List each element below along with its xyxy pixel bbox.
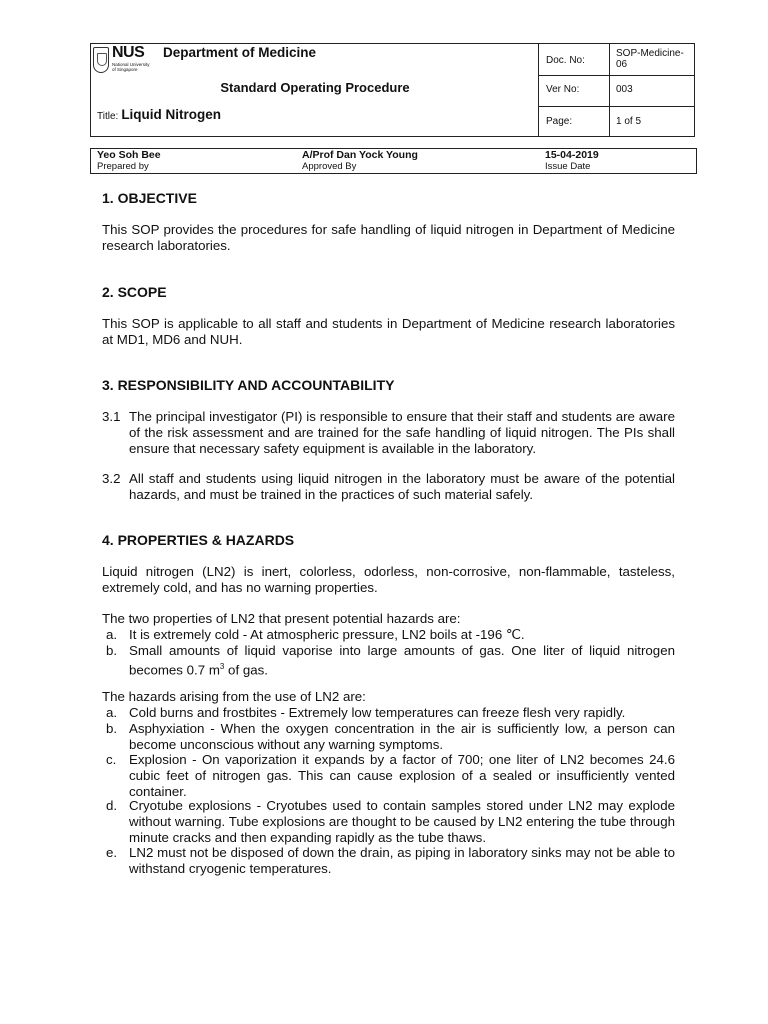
sop-heading: Standard Operating Procedure xyxy=(220,80,410,95)
issue-date: 15-04-2019 xyxy=(545,149,599,161)
list-item: Cryotube explosions - Cryotubes used to contain samples stored under LN2 may explode without warning. Tube explosions are thought to be caused by LN2 entering the tube through minute cracks and then expanding rapidly as the tube thaws. xyxy=(129,798,675,845)
issue-date-label: Issue Date xyxy=(545,161,591,172)
list-item-letter: b. xyxy=(106,721,118,736)
objective-text: This SOP provides the procedures for safe handling of liquid nitrogen in Department of Medicine research laboratories. xyxy=(102,222,675,253)
hazards-list-intro: The hazards arising from the use of LN2 are: xyxy=(102,689,366,704)
prepared-label: Prepared by xyxy=(97,161,149,172)
document-header-table xyxy=(90,43,695,137)
list-item-letter: a. xyxy=(106,705,118,720)
department-name: Department of Medicine xyxy=(163,45,317,60)
list-item: Explosion - On vaporization it expands by a factor of 700; one liter of LN2 becomes 24.6 cubic feet of nitrogen gas. This can cause explosion of a sealed or insufficiently vented container. xyxy=(129,752,675,799)
logo-text: NUS xyxy=(112,44,145,61)
list-item: LN2 must not be disposed of down the drain, as piping in laboratory sinks may not be able to withstand cryogenic temperatures. xyxy=(129,845,675,876)
section-heading-responsibility: 3. RESPONSIBILITY AND ACCOUNTABILITY xyxy=(102,377,395,393)
list-item: Asphyxiation - When the oxygen concentration in the air is sufficiently low, a person can become unconscious without any warning symptoms. xyxy=(129,721,675,752)
scope-text: This SOP is applicable to all staff and students in Department of Medicine research laboratories at MD1, MD6 and NUH. xyxy=(102,316,675,347)
doc-no-label: Doc. No: xyxy=(546,55,585,66)
list-item: Small amounts of liquid vaporise into large amounts of gas. One liter of liquid nitrogen becomes 0.7 $m^3$ of gas. xyxy=(129,643,675,678)
title-label: Title: xyxy=(97,111,119,122)
section-heading-objective: 1. OBJECTIVE xyxy=(102,190,197,206)
section-heading-scope: 2. SCOPE xyxy=(102,284,167,300)
section-heading-hazards: 4. PROPERTIES & HAZARDS xyxy=(102,532,295,548)
approved-name: A/Prof Dan Yock Young xyxy=(302,149,418,161)
list-item: All staff and students using liquid nitrogen in the laboratory must be aware of the potential hazards, and must be trained in the practices of such material safely. xyxy=(129,471,675,502)
list-item: Cold burns and frostbites - Extremely low temperatures can freeze flesh very rapidly. xyxy=(129,705,626,720)
list-item: It is extremely cold - At atmospheric pressure, LN2 boils at -196 ℃. xyxy=(129,627,525,642)
list-item-letter: b. xyxy=(106,643,118,658)
list-item-letter: a. xyxy=(106,627,118,642)
nus-crest-icon xyxy=(93,47,109,73)
list-item-letter: d. xyxy=(106,798,118,813)
properties-intro: The two properties of LN2 that present potential hazards are: xyxy=(102,611,461,626)
ver-no-label: Ver No: xyxy=(546,84,580,95)
prepared-name: Yeo Soh Bee xyxy=(97,149,161,161)
list-item-letter: e. xyxy=(106,845,118,860)
list-item-letter: c. xyxy=(106,752,117,767)
page-value: 1 of 5 xyxy=(616,116,642,127)
document-title xyxy=(97,107,221,122)
logo-subtext: National University of Singapore xyxy=(112,62,150,72)
doc-no-value: SOP-Medicine-06 xyxy=(616,48,684,70)
signoff-table xyxy=(90,148,697,174)
nus-logo xyxy=(93,46,153,75)
list-item-number: 3.1 xyxy=(102,409,121,424)
title-value: Liquid Nitrogen xyxy=(121,107,222,122)
page-label: Page: xyxy=(546,116,573,127)
list-item-number: 3.2 xyxy=(102,471,121,486)
approved-label: Approved By xyxy=(302,161,357,172)
hazards-intro: Liquid nitrogen (LN2) is inert, colorless, odorless, non-corrosive, non-flammable, tasteless, extremely cold, and has no warning properties. xyxy=(102,564,675,595)
list-item: The principal investigator (PI) is responsible to ensure that their staff and students are aware of the risk assessment and are trained for the safe handling of liquid nitrogen. The PIs shall ensure that necessary safety equipment is available in the laboratory. xyxy=(129,409,675,456)
ver-no-value: 003 xyxy=(616,84,633,95)
